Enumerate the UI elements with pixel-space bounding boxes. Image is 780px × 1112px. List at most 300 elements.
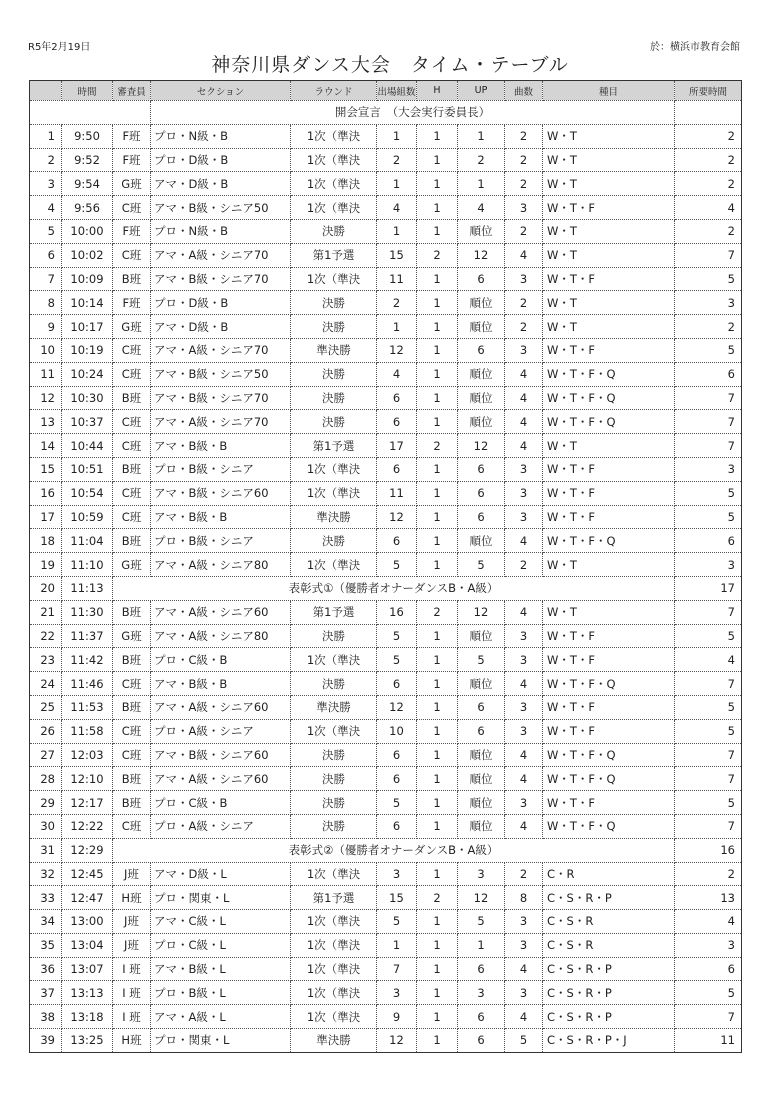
time-cell: 10:44 — [62, 434, 113, 458]
heat-cell: 1 — [417, 291, 458, 315]
section-cell: アマ・A級・シニア60 — [151, 695, 291, 719]
heat-cell: 1 — [417, 1005, 458, 1029]
time-cell: 12:29 — [62, 838, 113, 862]
round-cell: 準決勝 — [291, 695, 377, 719]
heat-cell: 1 — [417, 910, 458, 934]
songs-cell: 3 — [505, 910, 543, 934]
row-number: 9 — [30, 315, 62, 339]
time-cell: 10:00 — [62, 219, 113, 243]
time-cell: 10:09 — [62, 267, 113, 291]
judge-cell: B班 — [113, 600, 151, 624]
round-cell: 決勝 — [291, 291, 377, 315]
heat-cell: 2 — [417, 243, 458, 267]
time-cell: 9:50 — [62, 124, 113, 148]
venue-label: 於：横浜市教育会館 — [650, 42, 740, 53]
songs-cell: 3 — [505, 648, 543, 672]
event-cell: W・T・F — [543, 719, 675, 743]
duration-cell: 7 — [675, 743, 742, 767]
event-cell: W・T・F — [543, 505, 675, 529]
heat-cell: 1 — [417, 148, 458, 172]
section-cell: アマ・A級・シニア60 — [151, 600, 291, 624]
duration-cell: 5 — [675, 267, 742, 291]
event-cell: W・T — [543, 434, 675, 458]
judge-cell: C班 — [113, 743, 151, 767]
up-cell: 3 — [458, 862, 505, 886]
up-cell: 順位 — [458, 791, 505, 815]
table-row — [30, 529, 742, 553]
up-cell: 12 — [458, 243, 505, 267]
heat-cell: 1 — [417, 624, 458, 648]
pairs-cell: 6 — [377, 672, 417, 696]
section-cell: アマ・B級・シニア70 — [151, 386, 291, 410]
row-number: 5 — [30, 219, 62, 243]
time-cell: 12:45 — [62, 862, 113, 886]
up-cell: 6 — [458, 505, 505, 529]
pairs-cell: 17 — [377, 434, 417, 458]
event-cell: W・T・F・Q — [543, 362, 675, 386]
duration-cell: 7 — [675, 434, 742, 458]
time-cell: 13:25 — [62, 1029, 113, 1053]
row-number: 26 — [30, 719, 62, 743]
section-cell: アマ・C級・L — [151, 910, 291, 934]
table-row — [30, 672, 742, 696]
time-cell: 13:13 — [62, 981, 113, 1005]
row-number: 8 — [30, 291, 62, 315]
section-cell: アマ・B級・B — [151, 434, 291, 458]
row-number: 32 — [30, 862, 62, 886]
row-number: 16 — [30, 481, 62, 505]
row-number: 4 — [30, 196, 62, 220]
songs-cell: 4 — [505, 957, 543, 981]
judge-cell: C班 — [113, 243, 151, 267]
time-cell: 11:30 — [62, 600, 113, 624]
table-row — [30, 362, 742, 386]
songs-cell: 2 — [505, 219, 543, 243]
time-cell: 9:54 — [62, 172, 113, 196]
row-number: 17 — [30, 505, 62, 529]
table-row — [30, 767, 742, 791]
time-cell: 13:07 — [62, 957, 113, 981]
event-cell: W・T・F・Q — [543, 529, 675, 553]
row-number: 28 — [30, 767, 62, 791]
up-cell: 2 — [458, 148, 505, 172]
table-row — [30, 291, 742, 315]
round-cell: 1次（準決 — [291, 933, 377, 957]
songs-cell: 4 — [505, 672, 543, 696]
table-row — [30, 957, 742, 981]
up-cell: 6 — [458, 267, 505, 291]
event-cell: W・T・F — [543, 267, 675, 291]
table-row — [30, 981, 742, 1005]
heat-cell: 2 — [417, 886, 458, 910]
judge-cell: I 班 — [113, 1005, 151, 1029]
up-cell: 6 — [458, 957, 505, 981]
row-number: 18 — [30, 529, 62, 553]
event-cell: W・T・F・Q — [543, 410, 675, 434]
pairs-cell: 12 — [377, 1029, 417, 1053]
opening-row — [30, 101, 742, 125]
section-cell: プロ・N級・B — [151, 124, 291, 148]
pairs-cell: 1 — [377, 933, 417, 957]
round-cell: 決勝 — [291, 529, 377, 553]
songs-cell: 4 — [505, 410, 543, 434]
songs-cell: 4 — [505, 600, 543, 624]
pairs-cell: 12 — [377, 505, 417, 529]
event-cell: W・T — [543, 243, 675, 267]
up-cell: 順位 — [458, 529, 505, 553]
table-row — [30, 862, 742, 886]
time-cell: 10:30 — [62, 386, 113, 410]
table-row — [30, 695, 742, 719]
duration-cell: 5 — [675, 791, 742, 815]
duration-cell: 7 — [675, 243, 742, 267]
songs-cell: 4 — [505, 767, 543, 791]
row-number: 14 — [30, 434, 62, 458]
row-number: 33 — [30, 886, 62, 910]
duration-cell: 2 — [675, 219, 742, 243]
section-cell: プロ・C級・B — [151, 648, 291, 672]
col-header-no — [30, 81, 62, 101]
pairs-cell: 5 — [377, 553, 417, 577]
event-cell: W・T・F — [543, 457, 675, 481]
pairs-cell: 1 — [377, 219, 417, 243]
col-header-section: セクション — [151, 81, 291, 101]
round-cell: 第1予選 — [291, 243, 377, 267]
header-row — [30, 81, 742, 101]
row-number: 27 — [30, 743, 62, 767]
event-cell: C・S・R — [543, 933, 675, 957]
pairs-cell: 5 — [377, 624, 417, 648]
section-cell: アマ・B級・B — [151, 672, 291, 696]
table-row — [30, 267, 742, 291]
time-cell: 13:18 — [62, 1005, 113, 1029]
section-cell: アマ・A級・L — [151, 1005, 291, 1029]
section-cell: アマ・A級・シニア70 — [151, 243, 291, 267]
row-number: 2 — [30, 148, 62, 172]
event-cell: W・T・F・Q — [543, 672, 675, 696]
up-cell: 6 — [458, 695, 505, 719]
songs-cell: 4 — [505, 529, 543, 553]
table-row — [30, 148, 742, 172]
col-header-pairs: 出場組数 — [377, 81, 417, 101]
ceremony-row — [30, 838, 742, 862]
section-cell: プロ・A級・シニア — [151, 814, 291, 838]
judge-cell: B班 — [113, 791, 151, 815]
heat-cell: 1 — [417, 315, 458, 339]
pairs-cell: 6 — [377, 410, 417, 434]
songs-cell: 4 — [505, 386, 543, 410]
duration-cell: 6 — [675, 529, 742, 553]
row-number: 38 — [30, 1005, 62, 1029]
table-row — [30, 219, 742, 243]
pairs-cell: 15 — [377, 243, 417, 267]
row-number: 36 — [30, 957, 62, 981]
ceremony-cell: 表彰式②（優勝者オナーダンスB・A級） — [113, 838, 675, 862]
table-row — [30, 910, 742, 934]
round-cell: 決勝 — [291, 767, 377, 791]
up-cell: 順位 — [458, 386, 505, 410]
up-cell: 順位 — [458, 814, 505, 838]
duration-cell: 5 — [675, 624, 742, 648]
table-row — [30, 886, 742, 910]
pairs-cell: 4 — [377, 362, 417, 386]
up-cell: 順位 — [458, 315, 505, 339]
judge-cell: G班 — [113, 553, 151, 577]
time-cell: 11:10 — [62, 553, 113, 577]
row-number: 12 — [30, 386, 62, 410]
up-cell: 4 — [458, 196, 505, 220]
judge-cell: B班 — [113, 386, 151, 410]
row-number: 13 — [30, 410, 62, 434]
time-cell: 11:42 — [62, 648, 113, 672]
pairs-cell: 3 — [377, 981, 417, 1005]
pairs-cell: 12 — [377, 338, 417, 362]
judge-cell: B班 — [113, 267, 151, 291]
time-cell: 10:54 — [62, 481, 113, 505]
heat-cell: 1 — [417, 648, 458, 672]
judge-cell: B班 — [113, 529, 151, 553]
heat-cell: 1 — [417, 1029, 458, 1053]
table-row — [30, 1029, 742, 1053]
section-cell: アマ・D級・B — [151, 172, 291, 196]
songs-cell: 4 — [505, 434, 543, 458]
judge-cell: B班 — [113, 767, 151, 791]
row-number: 37 — [30, 981, 62, 1005]
event-cell: W・T・F・Q — [543, 814, 675, 838]
songs-cell: 2 — [505, 172, 543, 196]
round-cell: 決勝 — [291, 410, 377, 434]
up-cell: 1 — [458, 172, 505, 196]
pairs-cell: 2 — [377, 148, 417, 172]
judge-cell: C班 — [113, 719, 151, 743]
row-number: 23 — [30, 648, 62, 672]
pairs-cell: 1 — [377, 172, 417, 196]
round-cell: 決勝 — [291, 386, 377, 410]
heat-cell: 1 — [417, 981, 458, 1005]
pairs-cell: 9 — [377, 1005, 417, 1029]
row-number: 19 — [30, 553, 62, 577]
duration-cell: 5 — [675, 981, 742, 1005]
time-cell: 11:58 — [62, 719, 113, 743]
heat-cell: 1 — [417, 719, 458, 743]
section-cell: プロ・D級・B — [151, 291, 291, 315]
time-cell: 11:13 — [62, 576, 113, 600]
time-cell: 12:17 — [62, 791, 113, 815]
section-cell: アマ・B級・シニア50 — [151, 362, 291, 386]
opening-blank — [30, 101, 151, 125]
event-cell: W・T・F — [543, 695, 675, 719]
pairs-cell: 6 — [377, 529, 417, 553]
up-cell: 6 — [458, 481, 505, 505]
time-cell: 10:37 — [62, 410, 113, 434]
heat-cell: 1 — [417, 672, 458, 696]
judge-cell: G班 — [113, 172, 151, 196]
up-cell: 1 — [458, 933, 505, 957]
section-cell: プロ・A級・シニア — [151, 719, 291, 743]
round-cell: 1次（準決 — [291, 267, 377, 291]
table-row — [30, 553, 742, 577]
judge-cell: C班 — [113, 672, 151, 696]
row-number: 31 — [30, 838, 62, 862]
judge-cell: F班 — [113, 148, 151, 172]
duration-cell: 7 — [675, 814, 742, 838]
round-cell: 1次（準決 — [291, 648, 377, 672]
pairs-cell: 6 — [377, 743, 417, 767]
table-row — [30, 338, 742, 362]
col-header-event: 種目 — [543, 81, 675, 101]
songs-cell: 3 — [505, 695, 543, 719]
judge-cell: B班 — [113, 695, 151, 719]
up-cell: 12 — [458, 434, 505, 458]
round-cell: 準決勝 — [291, 505, 377, 529]
duration-cell: 2 — [675, 315, 742, 339]
section-cell: プロ・D級・B — [151, 148, 291, 172]
pairs-cell: 11 — [377, 267, 417, 291]
round-cell: 第1予選 — [291, 886, 377, 910]
heat-cell: 1 — [417, 338, 458, 362]
event-cell: C・S・R・P・J — [543, 1029, 675, 1053]
judge-cell: J班 — [113, 862, 151, 886]
up-cell: 12 — [458, 600, 505, 624]
section-cell: アマ・B級・シニア60 — [151, 481, 291, 505]
heat-cell: 1 — [417, 196, 458, 220]
event-cell: W・T — [543, 315, 675, 339]
heat-cell: 1 — [417, 481, 458, 505]
col-header-up: UP — [458, 81, 505, 101]
pairs-cell: 12 — [377, 695, 417, 719]
judge-cell: G班 — [113, 624, 151, 648]
heat-cell: 1 — [417, 124, 458, 148]
round-cell: 1次（準決 — [291, 862, 377, 886]
row-number: 30 — [30, 814, 62, 838]
heat-cell: 1 — [417, 172, 458, 196]
heat-cell: 1 — [417, 933, 458, 957]
section-cell: アマ・B級・シニア50 — [151, 196, 291, 220]
table-row — [30, 791, 742, 815]
round-cell: 決勝 — [291, 362, 377, 386]
row-number: 29 — [30, 791, 62, 815]
songs-cell: 4 — [505, 1005, 543, 1029]
event-cell: C・S・R・P — [543, 886, 675, 910]
round-cell: 第1予選 — [291, 434, 377, 458]
judge-cell: B班 — [113, 648, 151, 672]
duration-cell: 5 — [675, 695, 742, 719]
judge-cell: C班 — [113, 196, 151, 220]
duration-cell: 7 — [675, 1005, 742, 1029]
section-cell: プロ・C級・B — [151, 791, 291, 815]
event-cell: W・T・F・Q — [543, 386, 675, 410]
songs-cell: 3 — [505, 624, 543, 648]
section-cell: プロ・関東・L — [151, 886, 291, 910]
event-cell: W・T・F・Q — [543, 767, 675, 791]
up-cell: 6 — [458, 719, 505, 743]
up-cell: 6 — [458, 457, 505, 481]
up-cell: 順位 — [458, 624, 505, 648]
duration-cell: 4 — [675, 910, 742, 934]
table-row — [30, 172, 742, 196]
judge-cell: C班 — [113, 481, 151, 505]
round-cell: 準決勝 — [291, 338, 377, 362]
judge-cell: C班 — [113, 505, 151, 529]
event-cell: W・T・F — [543, 648, 675, 672]
heat-cell: 1 — [417, 814, 458, 838]
songs-cell: 2 — [505, 315, 543, 339]
table-row — [30, 624, 742, 648]
row-number: 39 — [30, 1029, 62, 1053]
time-cell: 11:46 — [62, 672, 113, 696]
duration-cell: 5 — [675, 719, 742, 743]
section-cell: アマ・A級・シニア80 — [151, 553, 291, 577]
songs-cell: 2 — [505, 291, 543, 315]
section-cell: プロ・B級・シニア — [151, 457, 291, 481]
judge-cell: C班 — [113, 814, 151, 838]
judge-cell: I 班 — [113, 981, 151, 1005]
pairs-cell: 11 — [377, 481, 417, 505]
songs-cell: 2 — [505, 862, 543, 886]
songs-cell: 4 — [505, 743, 543, 767]
ceremony-cell: 表彰式①（優勝者オナーダンスB・A級） — [113, 576, 675, 600]
heat-cell: 1 — [417, 743, 458, 767]
event-cell: W・T — [543, 148, 675, 172]
duration-cell: 7 — [675, 672, 742, 696]
up-cell: 5 — [458, 553, 505, 577]
row-number: 15 — [30, 457, 62, 481]
row-number: 35 — [30, 933, 62, 957]
time-cell: 12:03 — [62, 743, 113, 767]
duration-cell: 2 — [675, 862, 742, 886]
section-cell: アマ・A級・シニア70 — [151, 410, 291, 434]
heat-cell: 1 — [417, 862, 458, 886]
heat-cell: 1 — [417, 505, 458, 529]
table-row — [30, 600, 742, 624]
table-row — [30, 410, 742, 434]
songs-cell: 8 — [505, 886, 543, 910]
duration-cell: 2 — [675, 124, 742, 148]
table-row — [30, 814, 742, 838]
row-number: 7 — [30, 267, 62, 291]
up-cell: 1 — [458, 124, 505, 148]
page-title: 神奈川県ダンス大会 タイム・テーブル — [211, 54, 569, 76]
table-row — [30, 719, 742, 743]
duration-cell: 7 — [675, 410, 742, 434]
pairs-cell: 1 — [377, 315, 417, 339]
opening-duration — [675, 101, 742, 125]
row-number: 25 — [30, 695, 62, 719]
up-cell: 5 — [458, 648, 505, 672]
time-cell: 10:59 — [62, 505, 113, 529]
round-cell: 準決勝 — [291, 1029, 377, 1053]
round-cell: 1次（準決 — [291, 457, 377, 481]
time-cell: 10:51 — [62, 457, 113, 481]
heat-cell: 1 — [417, 219, 458, 243]
songs-cell: 3 — [505, 981, 543, 1005]
event-cell: C・S・R・P — [543, 981, 675, 1005]
heat-cell: 1 — [417, 957, 458, 981]
table-row — [30, 386, 742, 410]
up-cell: 順位 — [458, 672, 505, 696]
round-cell: 決勝 — [291, 672, 377, 696]
section-cell: プロ・N級・B — [151, 219, 291, 243]
event-cell: W・T — [543, 553, 675, 577]
songs-cell: 3 — [505, 719, 543, 743]
time-cell: 12:10 — [62, 767, 113, 791]
round-cell: 1次（準決 — [291, 148, 377, 172]
heat-cell: 1 — [417, 362, 458, 386]
round-cell: 1次（準決 — [291, 719, 377, 743]
time-cell: 9:52 — [62, 148, 113, 172]
duration-cell: 5 — [675, 481, 742, 505]
judge-cell: C班 — [113, 338, 151, 362]
